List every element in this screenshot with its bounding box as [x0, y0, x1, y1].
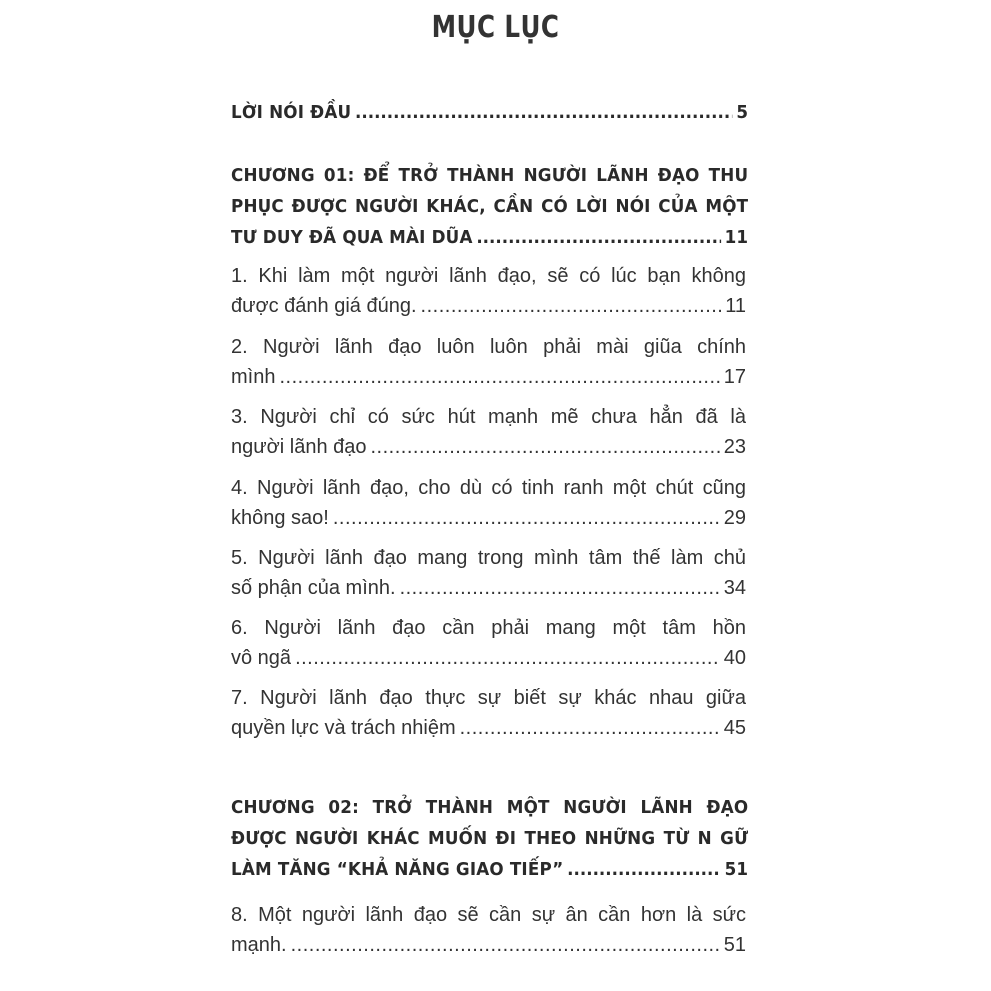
- toc-entry-section-8[interactable]: [231, 900, 746, 960]
- toc-entry-title: quyền lực và trách nhiệm: [231, 717, 456, 739]
- dot-leader: [400, 573, 720, 603]
- dot-leader: [371, 432, 720, 462]
- toc-entry-section-3[interactable]: [231, 402, 746, 462]
- dot-leader: [421, 291, 722, 321]
- toc-line: [231, 854, 748, 885]
- toc-line: [231, 573, 746, 603]
- toc-line: 7. Người lãnh đạo thực sự biết sự khác nhau giữa: [231, 687, 746, 709]
- toc-entry-section-1[interactable]: [231, 261, 746, 321]
- toc-entry-title: mạnh.: [231, 934, 287, 956]
- page-number: 45: [723, 717, 746, 739]
- toc-line: [231, 713, 746, 743]
- toc-entry-title: mình: [231, 366, 276, 388]
- toc-entry-title: số phận của mình.: [231, 577, 396, 599]
- toc-entry-title: được đánh giá đúng.: [231, 295, 417, 317]
- page-number: 40: [723, 647, 746, 669]
- page-number: 11: [725, 295, 746, 317]
- toc-line: 6. Người lãnh đạo cần phải mang một tâm hồn: [231, 617, 746, 639]
- toc-entry-section-4[interactable]: [231, 473, 746, 533]
- page-number: 34: [723, 577, 746, 599]
- dot-leader: [291, 930, 720, 960]
- toc-line: 4. Người lãnh đạo, cho dù có tinh ranh một chút cũng: [231, 477, 746, 499]
- toc-line: 3. Người chỉ có sức hút mạnh mẽ chưa hẳn đã là: [231, 406, 746, 428]
- toc-entry-section-5[interactable]: [231, 543, 746, 603]
- page-number: 17: [723, 366, 746, 388]
- toc-line: 2. Người lãnh đạo luôn luôn phải mài giũa chính: [231, 336, 746, 358]
- page-number: 51: [723, 934, 746, 956]
- toc-entry-section-2[interactable]: [231, 332, 746, 392]
- toc-entry-title: LỜI NÓI ĐẦU: [231, 102, 352, 123]
- dot-leader: [333, 503, 720, 533]
- toc-line: 1. Khi làm một người lãnh đạo, sẽ có lúc bạn không: [231, 265, 746, 287]
- dot-leader: [279, 362, 719, 392]
- toc-line: [231, 291, 746, 321]
- page-number: 11: [724, 227, 749, 248]
- toc-line: CHƯƠNG 02: TRỞ THÀNH MỘT NGƯỜI LÃNH ĐẠO: [231, 797, 749, 818]
- toc-line: [231, 643, 746, 673]
- toc-line: [231, 222, 748, 253]
- toc-entry-chapter-02[interactable]: [231, 792, 749, 885]
- page-number: 5: [736, 102, 749, 123]
- dot-leader: [567, 854, 721, 885]
- toc-line: [231, 432, 746, 462]
- toc-line: [231, 503, 746, 533]
- toc-line: ĐƯỢC NGƯỜI KHÁC MUỐN ĐI THEO NHỮNG TỪ N GỮ: [231, 828, 749, 849]
- toc-entry-title: TƯ DUY ĐÃ QUA MÀI DŨA: [231, 227, 473, 248]
- toc-entry-title: người lãnh đạo: [231, 436, 367, 458]
- toc-line: [231, 362, 746, 392]
- page-number: 23: [723, 436, 746, 458]
- dot-leader: [476, 222, 721, 253]
- toc-line: CHƯƠNG 01: ĐỂ TRỞ THÀNH NGƯỜI LÃNH ĐẠO THU: [231, 165, 749, 186]
- toc-entry-title: LÀM TĂNG “KHẢ NĂNG GIAO TIẾP”: [231, 859, 564, 880]
- toc-line: 8. Một người lãnh đạo sẽ cần sự ân cần hơn là sức: [231, 904, 746, 926]
- dot-leader: [355, 97, 733, 128]
- toc-line: 5. Người lãnh đạo mang trong mình tâm thế làm chủ: [231, 547, 746, 569]
- page-title: MỤC LỤC: [431, 10, 560, 45]
- dot-leader: [460, 713, 720, 743]
- toc-entry-title: không sao!: [231, 507, 329, 529]
- toc-entry-title: vô ngã: [231, 647, 292, 669]
- toc-line: [231, 930, 746, 960]
- toc-entry-section-6[interactable]: [231, 613, 746, 673]
- toc-entry-section-7[interactable]: [231, 683, 746, 743]
- toc-line: [231, 97, 748, 128]
- toc-line: PHỤC ĐƯỢC NGƯỜI KHÁC, CẦN CÓ LỜI NÓI CỦA MỘT: [231, 196, 749, 217]
- page-number: 29: [723, 507, 746, 529]
- page-number: 51: [724, 859, 749, 880]
- toc-entry-chapter-01[interactable]: [231, 160, 749, 253]
- toc-entry-preface[interactable]: [231, 97, 749, 128]
- dot-leader: [295, 643, 720, 673]
